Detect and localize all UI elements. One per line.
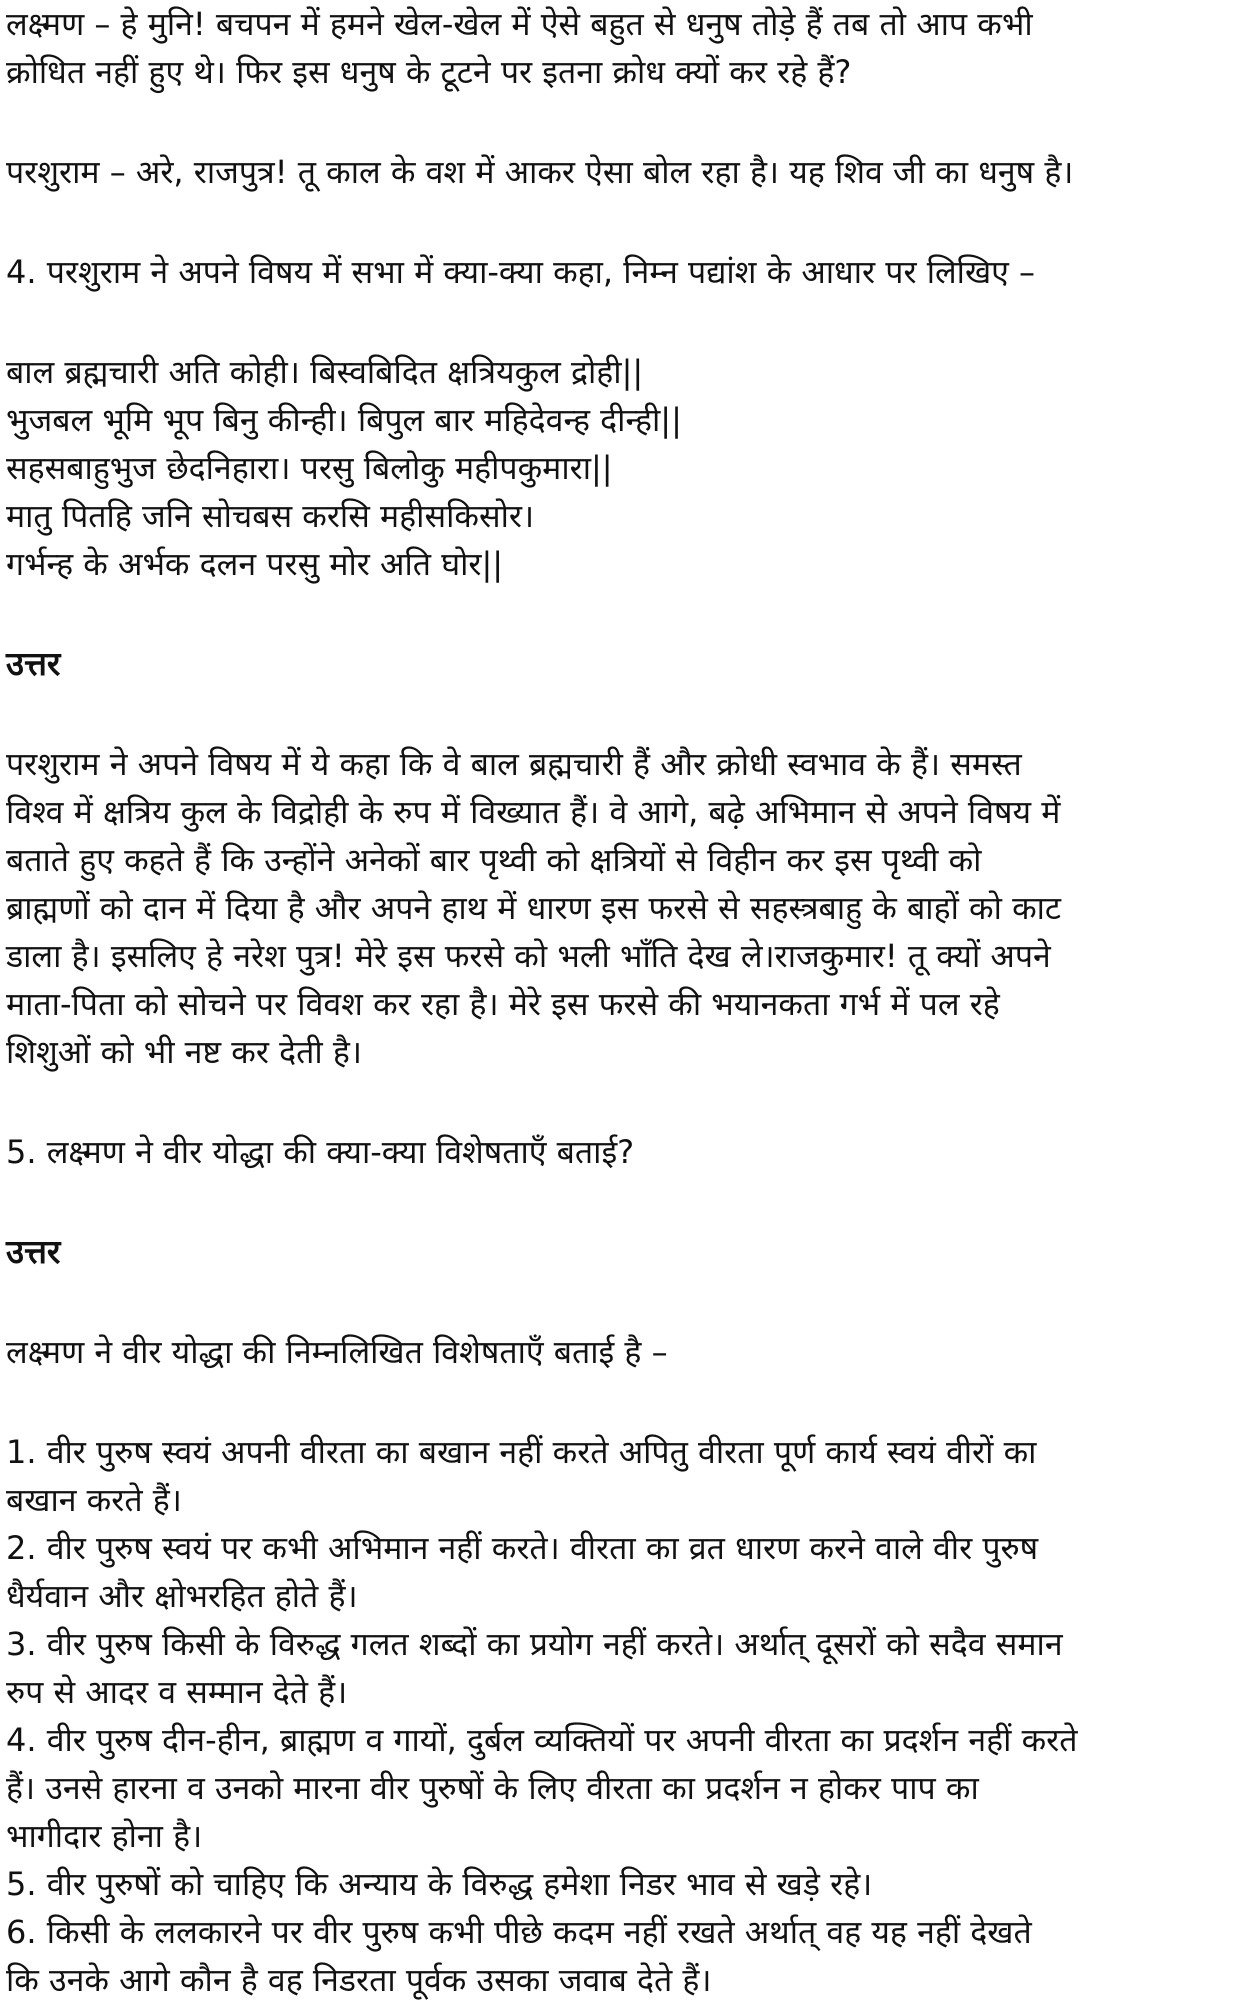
point-line: 5. वीर पुरुषों को चाहिए कि अन्याय के विरुद्ध हमेशा निडर भाव से खड़े रहे। (6, 1865, 873, 1903)
verse-line: बाल ब्रह्मचारी अति कोही। बिस्वबिदित क्षत्रियकुल द्रोही|| (6, 353, 644, 391)
answer-4 (6, 740, 1246, 1076)
text-line: लक्ष्मण – हे मुनि! बचपन में हमने खेल-खेल में ऐसे बहुत से धनुष तोड़े हैं तब तो आप कभी (6, 5, 1033, 43)
verse-line: भुजबल भूमि भूप बिनु कीन्ही। बिपुल बार महिदेवन्ह दीन्ही|| (6, 401, 682, 439)
answer-line: बताते हुए कहते हैं कि उन्होंने अनेकों बार पृथ्वी को क्षत्रियों से विहीन कर इस पृथ्वी को (6, 841, 982, 879)
point-line: रुप से आदर व सम्मान देते हैं। (6, 1673, 348, 1711)
lakshman-dialogue (6, 0, 1246, 96)
point-line: 3. वीर पुरुष किसी के विरुद्ध गलत शब्दों का प्रयोग नहीं करते। अर्थात् दूसरों को सदैव समान (6, 1625, 1063, 1663)
verse-line: मातु पितहि जनि सोचबस करसि महीसकिसोर। (6, 497, 535, 535)
text-line: क्रोधित नहीं हुए थे। फिर इस धनुष के टूटने पर इतना क्रोध क्यों कर रहे हैं? (6, 53, 852, 91)
point-line: धैर्यवान और क्षोभरहित होते हैं। (6, 1577, 358, 1615)
point-line: भागीदार होना है। (6, 1817, 203, 1855)
answer-heading-5: उत्तर (6, 1232, 61, 1271)
point-line: 1. वीर पुरुष स्वयं अपनी वीरता का बखान नहीं करते अपितु वीरता पूर्ण कार्य स्वयं वीरों का (6, 1433, 1037, 1471)
answer-line: परशुराम ने अपने विषय में ये कहा कि वे बाल ब्रह्मचारी हैं और क्रोधी स्वभाव के हैं। समस्त (6, 745, 1022, 783)
point-line: कि उनके आगे कौन है वह निडरता पूर्वक उसका जवाब देते हैं। (6, 1961, 712, 1999)
question-5: 5. लक्ष्मण ने वीर योद्धा की क्या-क्या विशेषताएँ बताई? (6, 1133, 635, 1171)
verse-line: सहसबाहुभुज छेदनिहारा। परसु बिलोकु महीपकुमारा|| (6, 449, 613, 487)
answer-line: डाला है। इसलिए हे नरेश पुत्र! मेरे इस फरसे को भली भाँति देख ले।राजकुमार! तू क्यों अपने (6, 937, 1051, 975)
point-line: हैं। उनसे हारना व उनको मारना वीर पुरुषों के लिए वीरता का प्रदर्शन न होकर पाप का (6, 1769, 979, 1807)
point-line: बखान करते हैं। (6, 1481, 182, 1519)
answer-heading-4: उत्तर (6, 644, 61, 683)
answer-line: ब्राह्मणों को दान में दिया है और अपने हाथ में धारण इस फरसे से सहस्त्रबाहु के बाहों को काट (6, 889, 1062, 927)
answer-line: माता-पिता को सोचने पर विवश कर रहा है। मेरे इस फरसे की भयानकता गर्भ में पल रहे (6, 985, 1000, 1023)
answer-5-intro: लक्ष्मण ने वीर योद्धा की निम्नलिखित विशेषताएँ बताई है – (6, 1333, 668, 1371)
answer-5-points (6, 1428, 1246, 2004)
verse-block (6, 348, 1246, 588)
point-line: 2. वीर पुरुष स्वयं पर कभी अभिमान नहीं करते। वीरता का व्रत धारण करने वाले वीर पुरुष (6, 1529, 1039, 1567)
point-line: 6. किसी के ललकारने पर वीर पुरुष कभी पीछे कदम नहीं रखते अर्थात् वह यह नहीं देखते (6, 1913, 1032, 1951)
point-line: 4. वीर पुरुष दीन-हीन, ब्राह्मण व गायों, दुर्बल व्यक्तियों पर अपनी वीरता का प्रदर्शन नहीं करते (6, 1721, 1078, 1759)
parshuram-dialogue: परशुराम – अरे, राजपुत्र! तू काल के वश में आकर ऐसा बोल रहा है। यह शिव जी का धनुष है। (6, 153, 1074, 191)
question-4: 4. परशुराम ने अपने विषय में सभा में क्या-क्या कहा, निम्न पद्यांश के आधार पर लिखिए – (6, 253, 1036, 291)
verse-line: गर्भन्ह के अर्भक दलन परसु मोर अति घोर|| (6, 545, 504, 583)
answer-line: शिशुओं को भी नष्ट कर देती है। (6, 1033, 362, 1071)
answer-line: विश्व में क्षत्रिय कुल के विद्रोही के रुप में विख्यात हैं। वे आगे, बढ़े अभिमान से अपने विषय में (6, 793, 1061, 831)
